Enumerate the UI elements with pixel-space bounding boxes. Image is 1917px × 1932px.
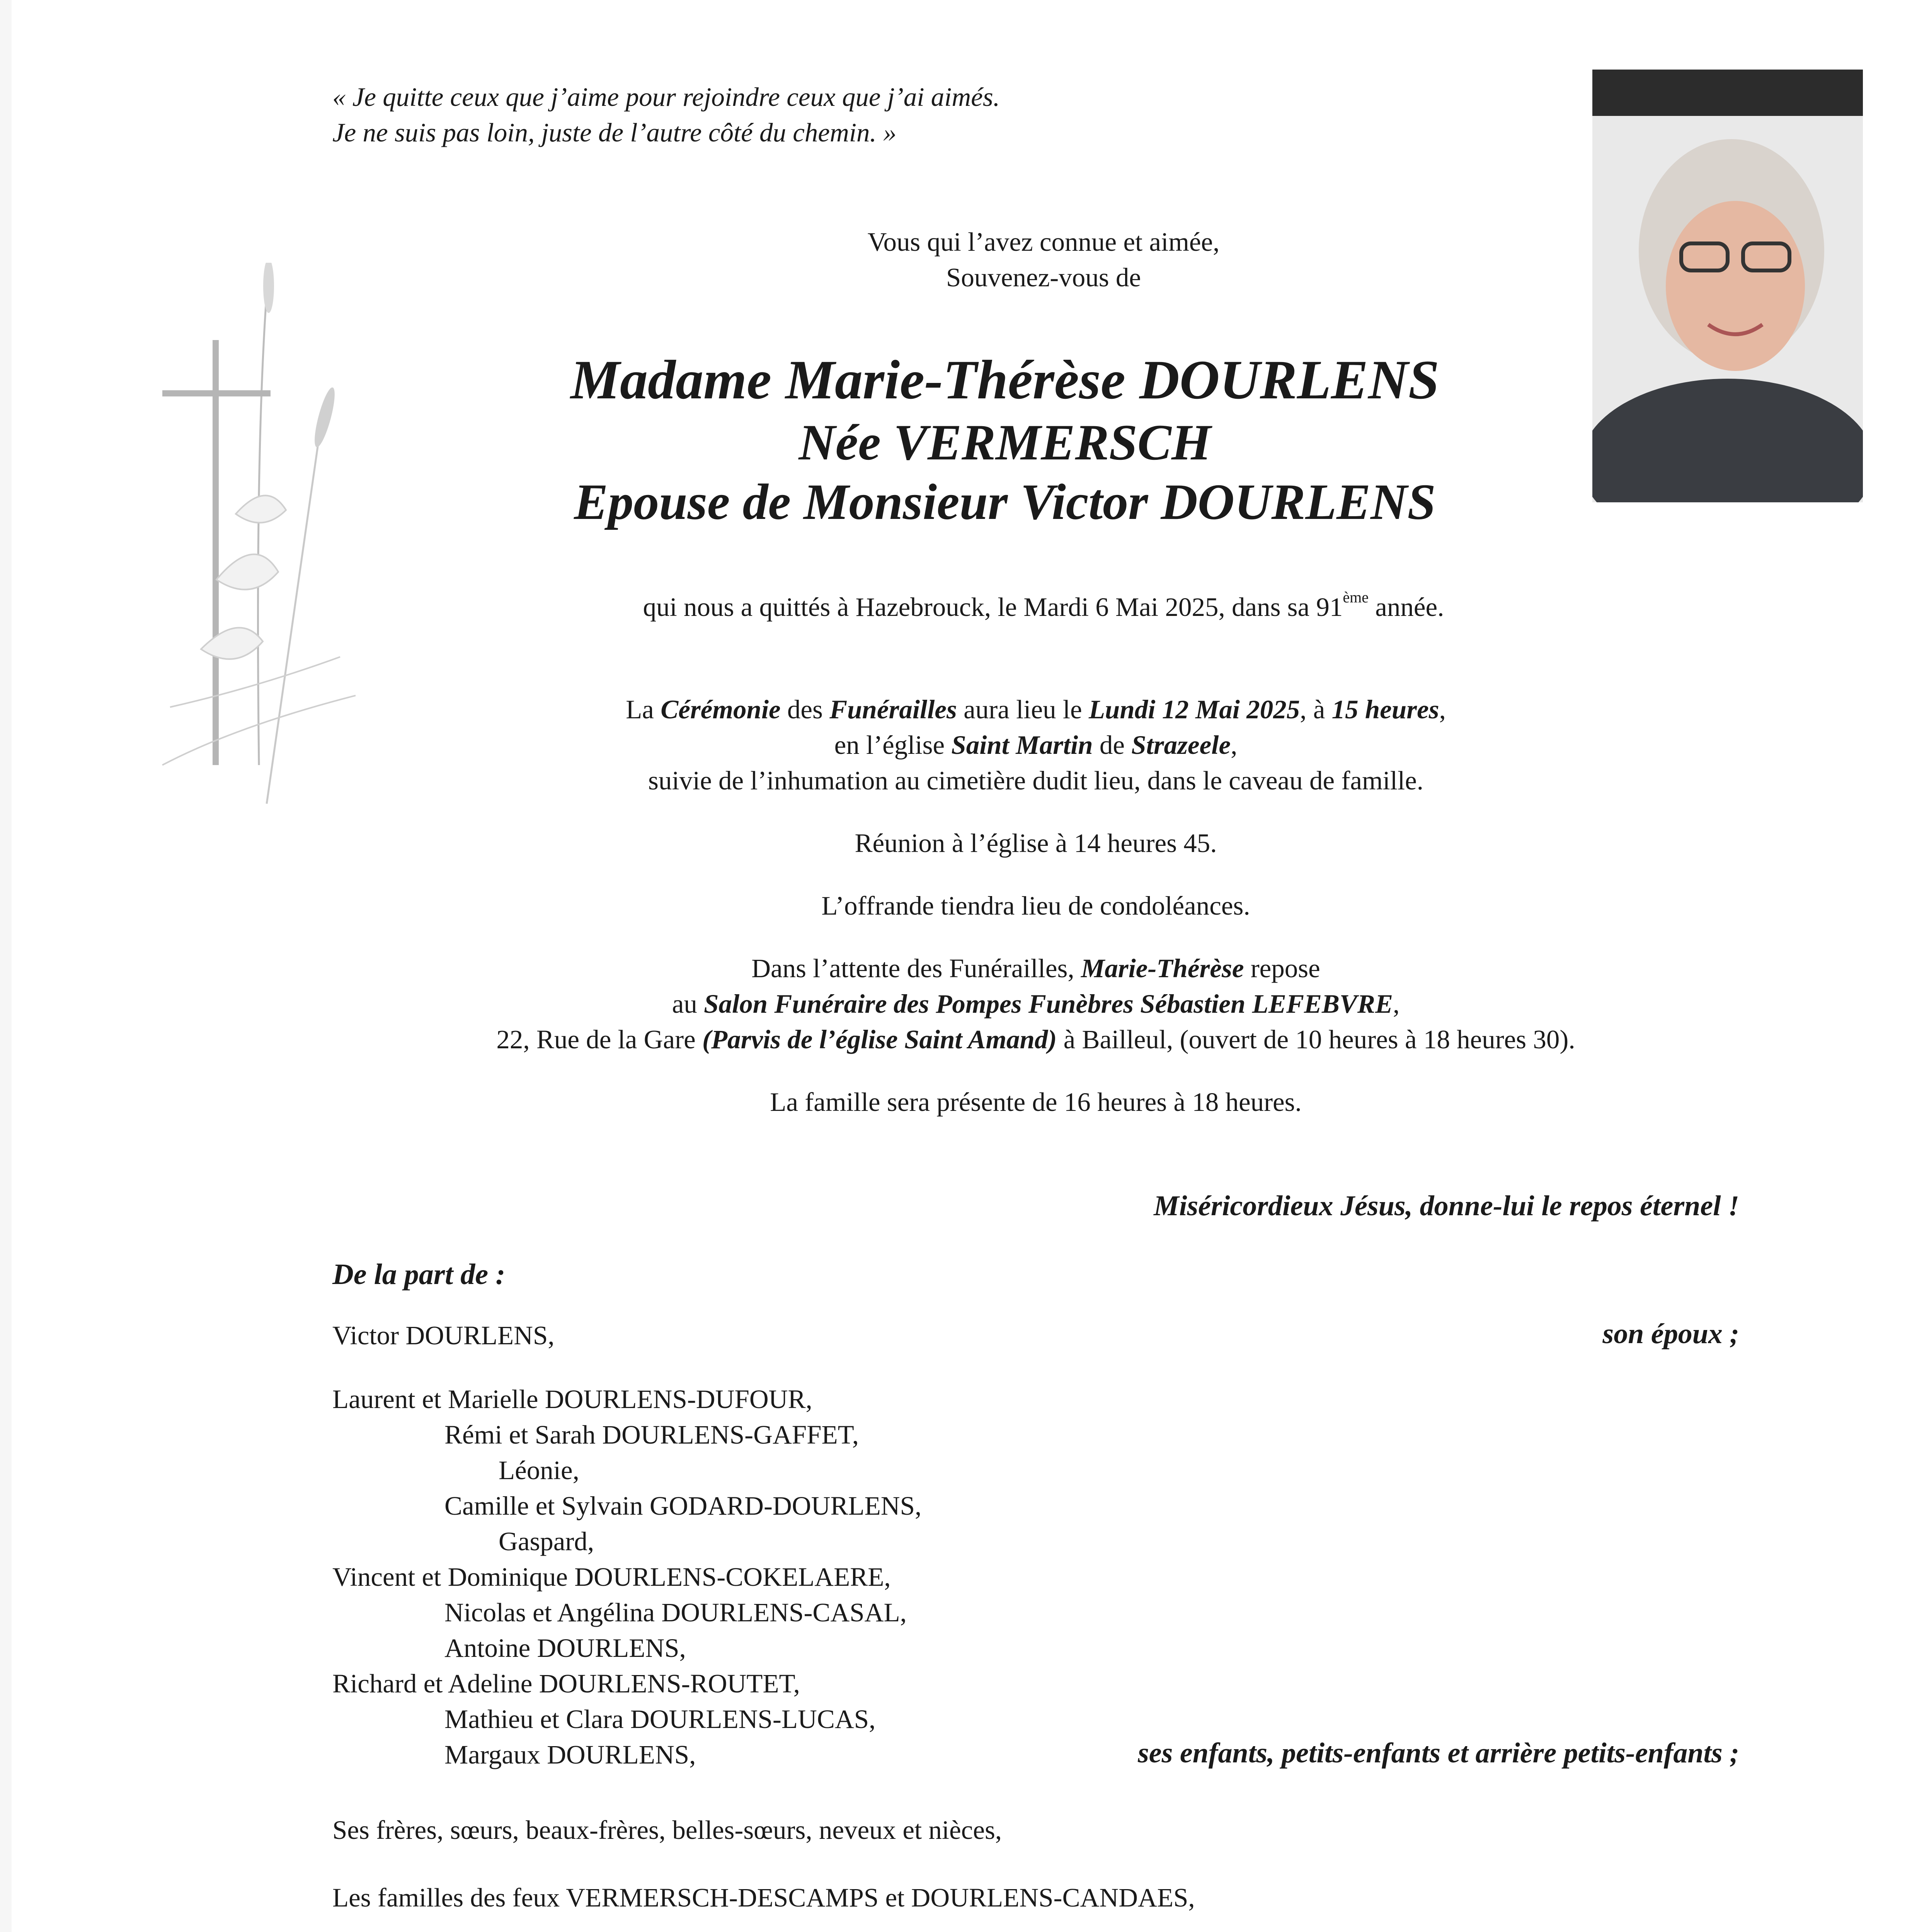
text: repose [1244, 954, 1320, 983]
family-child-line: Mathieu et Clara DOURLENS-LUCAS, [444, 1704, 876, 1734]
cross-icon [162, 340, 271, 765]
text: , [1231, 730, 1238, 760]
portrait-photo [1592, 70, 1863, 502]
ceremony-date: Lundi 12 Mai 2025 [1088, 695, 1300, 724]
ceremony-details [271, 692, 1801, 1120]
text: Dans l’attente des Funérailles, [751, 954, 1081, 983]
page-edge [0, 0, 12, 1932]
family-presence-line: La famille sera présente de 16 heures à 18 heures. [770, 1087, 1302, 1117]
quote-line: Je ne suis pas loin, juste de l’autre côté du chemin. » [332, 118, 897, 147]
funeral-home-name: Salon Funéraire des Pompes Funèbres Sébastien LEFEBVRE [704, 989, 1393, 1019]
family-child-line: Laurent et Marielle DOURLENS-DUFOUR, [332, 1384, 812, 1414]
text: , à [1300, 695, 1332, 724]
family-child-line: Gaspard, [499, 1527, 594, 1556]
intro-text [580, 224, 1507, 295]
ceremony-line [271, 727, 1801, 763]
family-child-line: Antoine DOURLENS, [444, 1633, 686, 1663]
prayer-line: Miséricordieux Jésus, donne-lui le repos éternel ! [1154, 1190, 1739, 1222]
ceremony-time: 15 heures [1331, 695, 1439, 724]
text-emphasis: Cérémonie [661, 695, 781, 724]
text-emphasis: Funérailles [829, 695, 957, 724]
text: au [672, 989, 704, 1019]
children-role: ses enfants, petits-enfants et arrière petits-enfants ; [1137, 1737, 1739, 1769]
family-child-line: Richard et Adeline DOURLENS-ROUTET, [332, 1669, 800, 1698]
rest-line [271, 951, 1801, 986]
family-child-line: Vincent et Dominique DOURLENS-COKELAERE, [332, 1562, 891, 1592]
rest-line [271, 986, 1801, 1022]
departure-notice [348, 580, 1739, 625]
ordinal-suffix: ème [1343, 588, 1369, 606]
departure-text: qui nous a quittés à Hazebrouck, le Mardi 6 Mai 2025, dans sa 91 [643, 592, 1343, 622]
maiden-name: Née VERMERSCH [798, 414, 1211, 471]
text-emphasis: (Parvis de l’église Saint Amand) [702, 1025, 1057, 1054]
family-husband: Victor DOURLENS, [332, 1321, 555, 1350]
text-emphasis: Marie-Thérèse [1081, 954, 1244, 983]
family-child-line: Margaux DOURLENS, [444, 1740, 696, 1769]
quote-line: « Je quitte ceux que j’aime pour rejoindre ceux que j’ai aimés. [332, 82, 1000, 112]
spouse-name: Epouse de Monsieur Victor DOURLENS [574, 473, 1436, 530]
intro-line: Souvenez-vous de [946, 263, 1141, 292]
text: , [1393, 989, 1400, 1019]
ceremony-line: suivie de l’inhumation au cimetière dudit lieu, dans le caveau de famille. [648, 766, 1424, 795]
text: , [1439, 695, 1446, 724]
family-child-line: Léonie, [499, 1456, 579, 1485]
text: 22, Rue de la Gare [496, 1025, 702, 1054]
deceased-name: Madame Marie-Thérèse DOURLENS [570, 349, 1439, 411]
epitaph-quote [332, 79, 1000, 150]
intro-line: Vous qui l’avez connue et aimée, [867, 227, 1220, 257]
meeting-line: Réunion à l’église à 14 heures 45. [855, 828, 1217, 858]
husband-role: son époux ; [1602, 1318, 1739, 1350]
town-name: Strazeele [1131, 730, 1231, 760]
text: La [626, 695, 661, 724]
church-name: Saint Martin [951, 730, 1093, 760]
from-label: De la part de : [332, 1258, 506, 1291]
text: des [780, 695, 830, 724]
family-child-line: Nicolas et Angélina DOURLENS-CASAL, [444, 1598, 907, 1627]
family-child-line: Camille et Sylvain GODARD-DOURLENS, [444, 1491, 922, 1520]
text: aura lieu le [957, 695, 1089, 724]
siblings-line: Ses frères, sœurs, beaux-frères, belles-sœurs, neveux et nièces, [332, 1815, 1002, 1845]
ceremony-line [271, 692, 1801, 727]
rest-line [271, 1022, 1801, 1057]
departure-tail: année. [1369, 592, 1444, 622]
families-line: Les familles des feux VERMERSCH-DESCAMPS et DOURLENS-CANDAES, [332, 1883, 1195, 1912]
offering-line: L’offrande tiendra lieu de condoléances. [821, 891, 1250, 920]
family-child-line: Rémi et Sarah DOURLENS-GAFFET, [444, 1420, 859, 1449]
deceased-name-block [425, 348, 1585, 532]
text: à Bailleul, (ouvert de 10 heures à 18 heures 30). [1057, 1025, 1575, 1054]
text: de [1093, 730, 1132, 760]
text: en l’église [834, 730, 952, 760]
